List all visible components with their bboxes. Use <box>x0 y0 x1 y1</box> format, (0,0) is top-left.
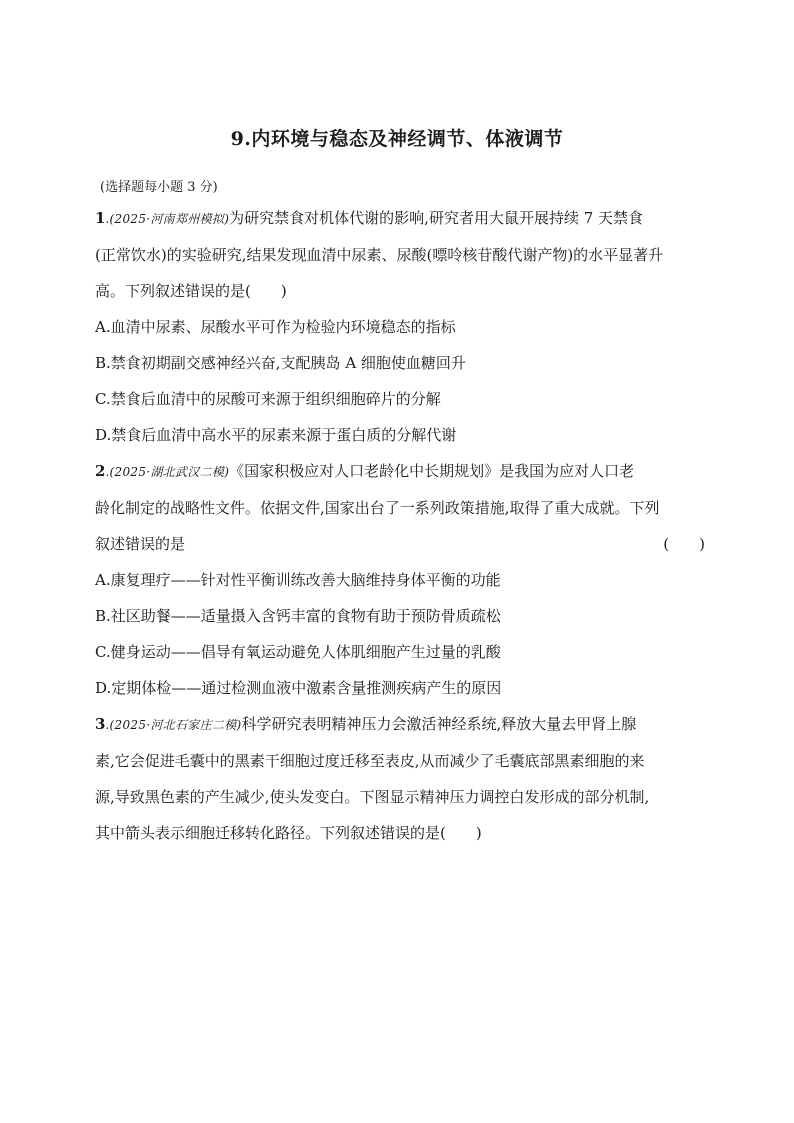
question-3 <box>95 706 705 851</box>
question-stem-end: 叙述错误的是 <box>95 535 186 553</box>
question-number: 1 <box>95 209 106 227</box>
option-c: C.禁食后血清中的尿酸可来源于组织细胞碎片的分解 <box>95 390 441 408</box>
question-source: .(2025·河南郑州模拟) <box>105 212 230 226</box>
question-source: .(2025·湖北武汉二模) <box>105 465 230 479</box>
question-3-line-2: 素,它会促进毛囊中的黑素干细胞过度迁移至表皮,从而减少了毛囊底部黑素细胞的来 <box>95 752 645 770</box>
score-note: (选择题每小题 3 分) <box>100 180 218 195</box>
question-3-line-3: 源,导致黑色素的产生减少,使头发变白。下图显示精神压力调控白发形成的部分机制, <box>95 788 650 806</box>
question-2-line-1 <box>95 453 705 490</box>
option-a: A.康复理疗——针对性平衡训练改善大脑维持身体平衡的功能 <box>95 571 501 589</box>
option-b: B.禁食初期副交感神经兴奋,支配胰岛 A 细胞使血糖回升 <box>95 354 466 372</box>
question-1-line-1 <box>95 200 705 237</box>
question-1 <box>95 200 705 453</box>
question-3-line-4: 其中箭头表示细胞迁移转化路径。下列叙述错误的是( ) <box>95 824 482 842</box>
page-title: 9.内环境与稳态及神经调节、体液调节 <box>230 128 564 150</box>
answer-bracket: ( ) <box>663 535 705 553</box>
option-a: A.血清中尿素、尿酸水平可作为检验内环境稳态的指标 <box>95 318 456 336</box>
question-2-line-2: 龄化制定的战略性文件。依据文件,国家出台了一系列政策措施,取得了重大成就。下列 <box>95 499 660 517</box>
option-d: D.禁食后血清中高水平的尿素来源于蛋白质的分解代谢 <box>95 426 457 444</box>
question-number: 2 <box>95 462 106 480</box>
question-3-line-1 <box>95 706 705 743</box>
question-2 <box>95 453 705 706</box>
question-source: .(2025·河北石家庄二模) <box>105 718 242 732</box>
question-list <box>95 200 705 851</box>
question-2-line-3 <box>95 526 705 562</box>
option-c: C.健身运动——倡导有氧运动避免人体肌细胞产生过量的乳酸 <box>95 643 501 661</box>
question-text: 为研究禁食对机体代谢的影响,研究者用大鼠开展持续 7 天禁食 <box>229 209 644 227</box>
question-1-line-3: 高。下列叙述错误的是( ) <box>95 282 287 300</box>
question-1-line-2: (正常饮水)的实验研究,结果发现血清中尿素、尿酸(嘌呤核苷酸代谢产物)的水平显著升 <box>95 246 664 264</box>
option-d: D.定期体检——通过检测血液中激素含量推测疾病产生的原因 <box>95 679 502 697</box>
option-b: B.社区助餐——适量摄入含钙丰富的食物有助于预防骨质疏松 <box>95 607 501 625</box>
question-text: 科学研究表明精神压力会激活神经系统,释放大量去甲肾上腺 <box>241 715 637 733</box>
question-text: 《国家积极应对人口老龄化中长期规划》是我国为应对人口老 <box>229 462 635 480</box>
question-number: 3 <box>95 715 106 733</box>
